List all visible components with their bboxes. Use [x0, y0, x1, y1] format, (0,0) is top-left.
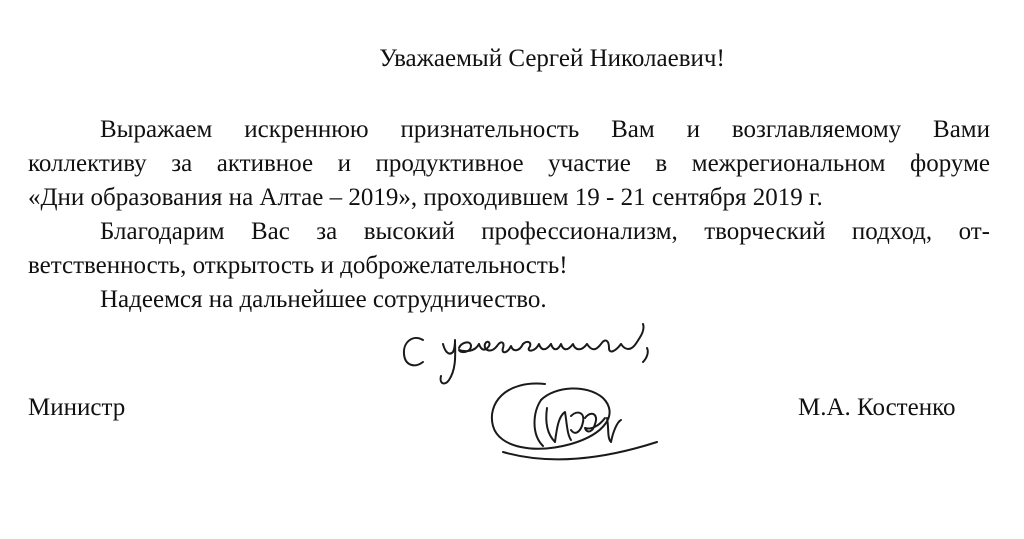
- signer-name: М.А. Костенко: [798, 394, 956, 421]
- text-line: ветственность, открытость и доброжелательность!: [28, 252, 568, 279]
- text-line: «Дни образования на Алтае – 2019», проходившем 19 - 21 сентября 2019 г.: [28, 184, 823, 211]
- paragraph-hope: [28, 283, 990, 317]
- text-line: Благодарим Вас за высокий профессионализм, творческий подход, от-: [100, 218, 990, 245]
- salutation: Уважаемый Сергей Николаевич!: [379, 45, 725, 72]
- paragraph-thanks: [28, 215, 990, 283]
- letter-body: [28, 113, 990, 317]
- text-line: Выражаем искреннюю признательность Вам и возглавляемому Вами: [100, 116, 990, 143]
- paragraph-gratitude: [28, 113, 990, 215]
- text-line: коллективу за активное и продуктивное участие в межрегиональном форуме: [28, 150, 990, 177]
- text-line: Надеемся на дальнейшее сотрудничество.: [100, 286, 547, 313]
- signer-position: Министр: [28, 394, 126, 421]
- handwritten-signature: [395, 322, 685, 482]
